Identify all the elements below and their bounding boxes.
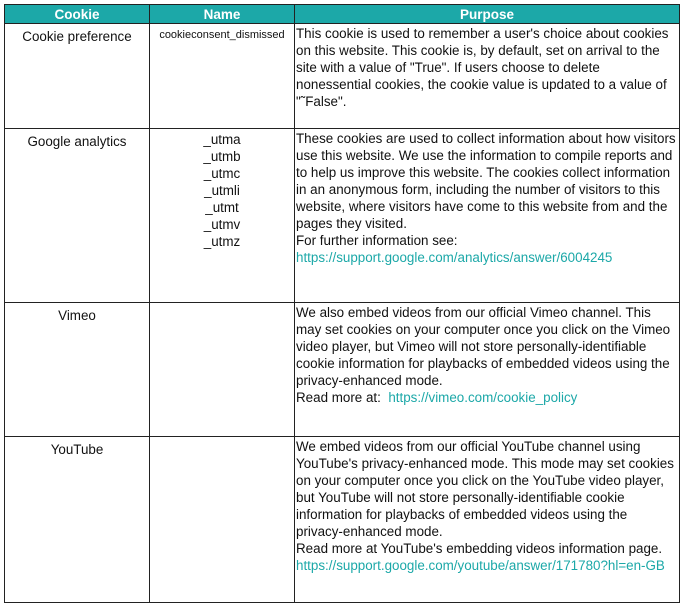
- purpose-text: These cookies are used to collect information about how visitors use this website. We use the information to compile reports and to help us improve this website. The cookies collect information in an anonymous form, including the number of visitors to this website, where visitors have come to this website from and the pages they visited.: [296, 131, 676, 231]
- purpose-cell: [295, 437, 680, 603]
- purpose-cell: [295, 129, 680, 303]
- table-row-youtube: [5, 437, 680, 603]
- cookie-cell: Cookie preference: [5, 24, 150, 129]
- column-header-name: Name: [150, 5, 295, 24]
- more-info-text: Read more at:: [296, 390, 381, 405]
- purpose-cell: [295, 303, 680, 437]
- column-header-purpose: Purpose: [295, 5, 680, 24]
- name-cell: [150, 129, 295, 303]
- google-analytics-link[interactable]: https://support.google.com/analytics/answer/6004245: [296, 250, 613, 265]
- more-info-text: For further information see:: [296, 233, 458, 248]
- cookie-name: _utmc: [203, 166, 241, 181]
- name-cell: [150, 303, 295, 437]
- table-header-row: [5, 5, 680, 24]
- purpose-text: We embed videos from our official YouTube channel using YouTube's privacy-enhanced mode. This mode may set cookies on your computer once you click on the YouTube video player, but YouTube will not store personally-identifiable cookie information for playbacks of embedded videos using the privacy-enhanced mode.: [296, 439, 674, 539]
- name-cell: [150, 24, 295, 129]
- name-cell: [150, 437, 295, 603]
- purpose-cell: [295, 24, 680, 129]
- cookie-name: _utmb: [203, 149, 241, 164]
- purpose-text: We also embed videos from our official Vimeo channel. This may set cookies on your computer once you click on the Vimeo video player, but Vimeo will not store personally-identifiable cookie information for playbacks of embedded videos using the privacy-enhanced mode.: [296, 305, 671, 388]
- vimeo-link[interactable]: https://vimeo.com/cookie_policy: [388, 390, 578, 405]
- purpose-text: This cookie is used to remember a user's choice about cookies on this website. This cookie is, by default, set on arrival to the site with a value of "True". If users choose to delete nonessential cookies, the cookie value is updated to a value of "˜False".: [296, 26, 669, 109]
- cookie-name: cookieconsent_dismissed: [159, 29, 285, 41]
- cookie-name: _utmv: [203, 217, 241, 232]
- cookie-name: _utma: [203, 132, 241, 147]
- cookie-cell: YouTube: [5, 437, 150, 603]
- cookie-cell: Google analytics: [5, 129, 150, 303]
- table-row-google-analytics: [5, 129, 680, 303]
- more-info-text: Read more at YouTube's embedding videos information page.: [296, 541, 663, 556]
- cookie-cell: Vimeo: [5, 303, 150, 437]
- table-row-vimeo: [5, 303, 680, 437]
- cookie-name: _utmz: [203, 234, 241, 249]
- table-row-cookie-preference: [5, 24, 680, 129]
- cookie-table: [4, 4, 680, 603]
- cookie-table-container: [4, 4, 680, 603]
- cookie-name: _utmt: [205, 200, 239, 215]
- column-header-cookie: Cookie: [5, 5, 150, 24]
- youtube-link[interactable]: https://support.google.com/youtube/answer/171780?hl=en-GB: [296, 558, 665, 573]
- cookie-name: _utmli: [204, 183, 240, 198]
